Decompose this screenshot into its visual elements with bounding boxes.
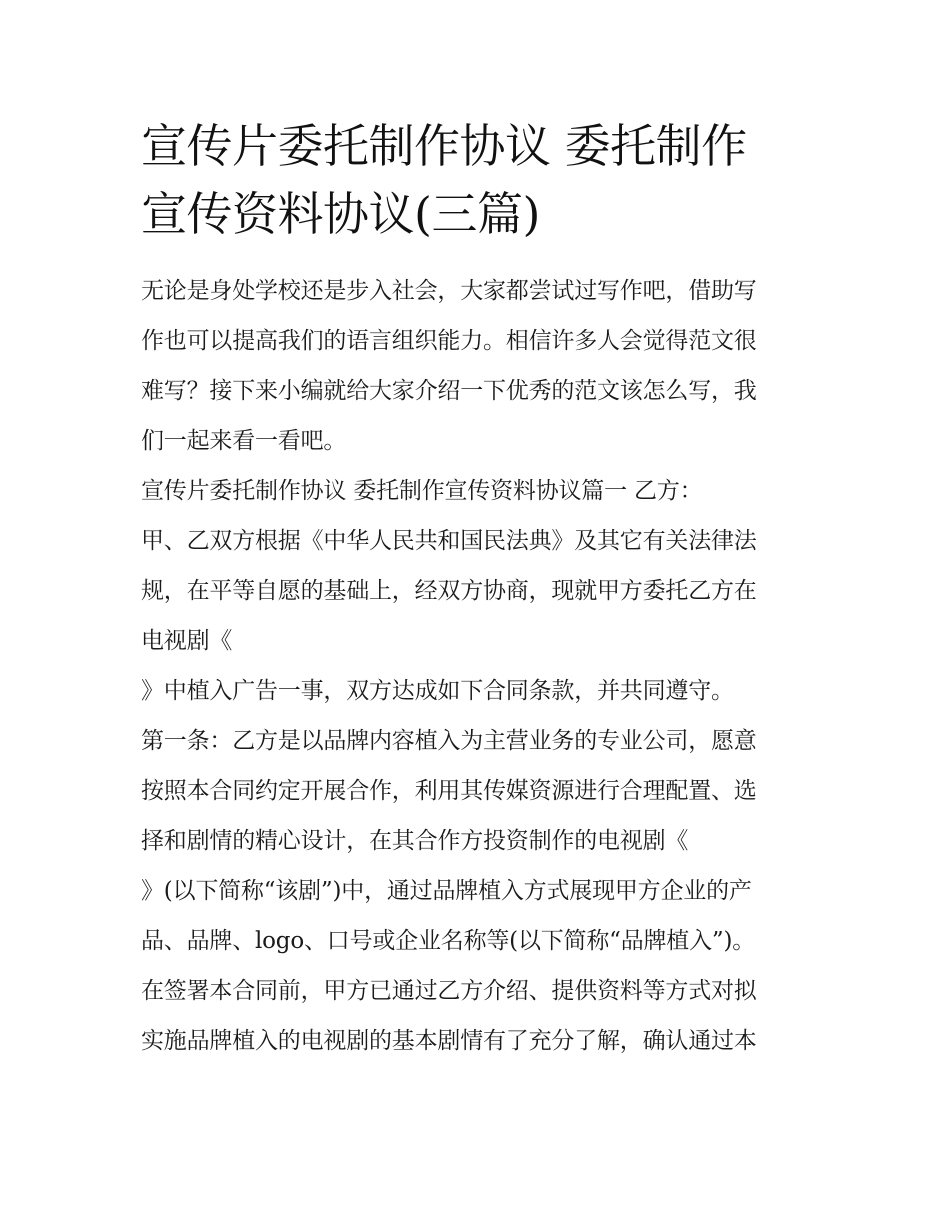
preamble-paragraph [141,516,813,666]
article-one-continuation [141,866,813,966]
preamble-continuation [141,666,813,716]
intro-paragraph [141,266,813,466]
text-line: 难写？接下来小编就给大家介绍一下优秀的范文该怎么写，我 [141,378,757,404]
signing-paragraph [141,966,813,1066]
document-page [141,112,813,1066]
text-line: 规，在平等自愿的基础上，经双方协商，现就甲方委托乙方在 [141,578,757,604]
text-line: 甲、乙双方根据《中华人民共和国民法典》及其它有关法律法 [141,528,757,554]
text-line: 择和剧情的精心设计，在其合作方投资制作的电视剧《 [141,828,689,854]
text-line: 在签署本合同前，甲方已通过乙方介绍、提供资料等方式对拟 [141,978,757,1004]
text-line: 无论是身处学校还是步入社会，大家都尝试过写作吧，借助写 [141,278,757,304]
article-one-paragraph [141,716,813,866]
text-line: 》中植入广告一事，双方达成如下合同条款，并共同遵守。 [141,678,734,704]
document-title [141,112,813,248]
text-line: 品、品牌、logo、口号或企业名称等(以下简称“品牌植入”)。 [141,928,756,954]
text-line: 宣传片委托制作协议 委托制作宣传资料协议篇一 乙方： [141,478,703,504]
text-line: 作也可以提高我们的语言组织能力。相信许多人会觉得范文很 [141,328,757,354]
title-line: 宣传片委托制作协议 委托制作 [141,119,747,173]
text-line: 》(以下简称“该剧”)中，通过品牌植入方式展现甲方企业的产 [141,878,752,904]
text-line: 第一条：乙方是以品牌内容植入为主营业务的专业公司，愿意 [141,728,757,754]
text-line: 们一起来看一看吧。 [141,428,347,454]
section-heading [141,466,813,516]
title-line: 宣传资料协议(三篇) [141,187,540,241]
text-line: 实施品牌植入的电视剧的基本剧情有了充分了解，确认通过本 [141,1028,757,1054]
document-body [141,266,813,1066]
text-line: 按照本合同约定开展合作，利用其传媒资源进行合理配置、选 [141,778,757,804]
text-line: 电视剧《 [141,628,233,654]
